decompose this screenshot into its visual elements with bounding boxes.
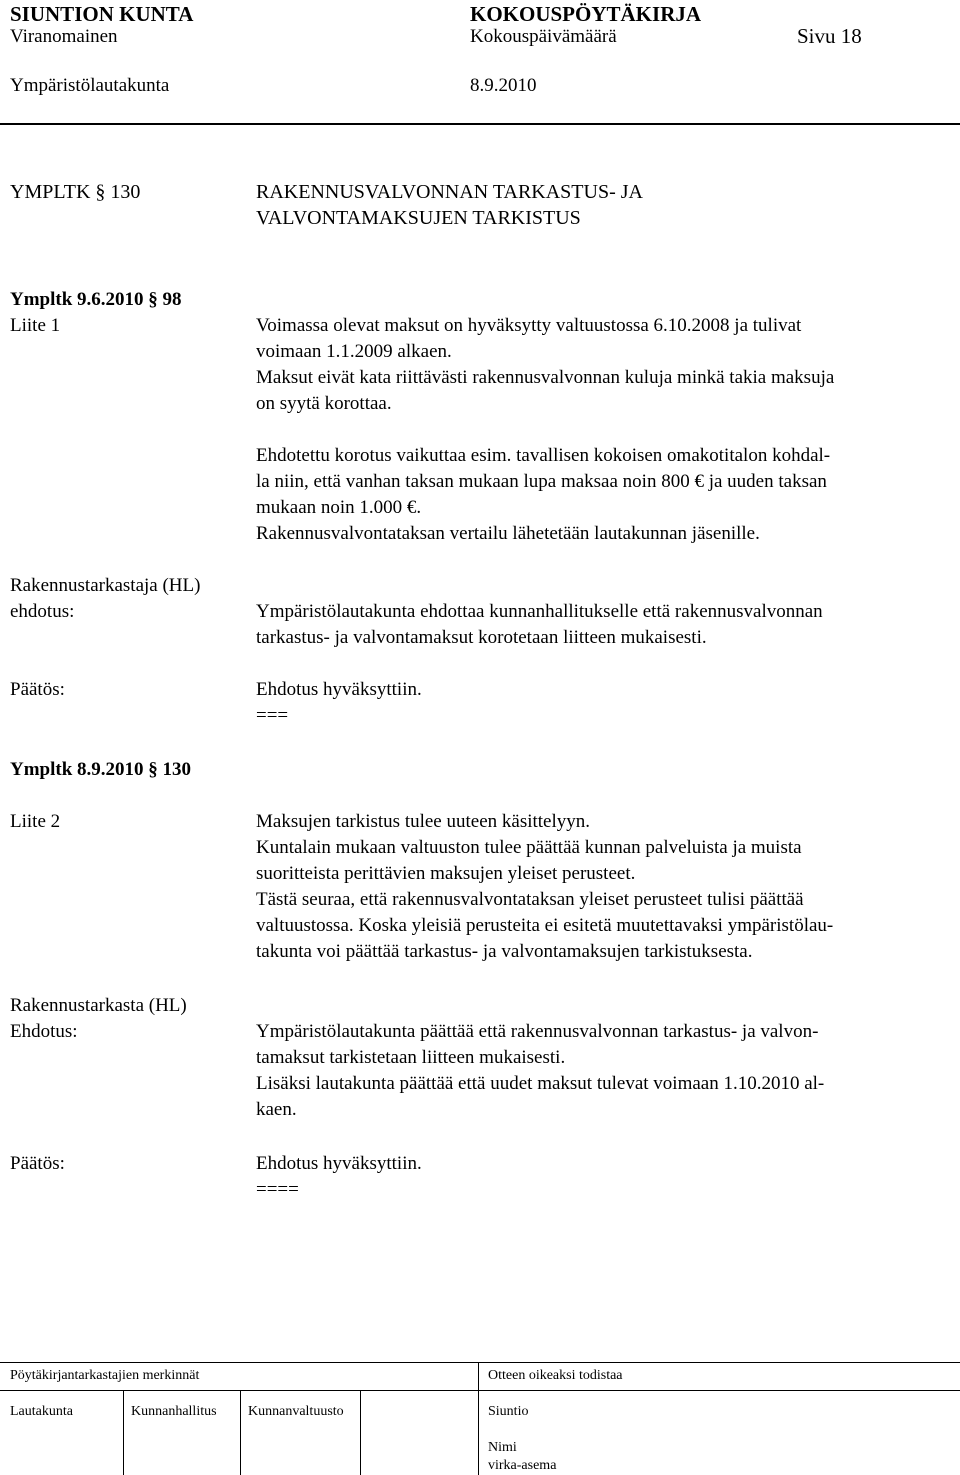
footer-divider — [478, 1362, 479, 1475]
current-body-line: valtuustossa. Koska yleisiä perusteita ei esitetä muutettavaksi ympäristölau- — [256, 915, 834, 936]
prev-meeting-ref: Ympltk 9.6.2010 § 98 — [10, 289, 182, 310]
current-end-mark: ==== — [256, 1179, 299, 1200]
current-body-line: takunta voi päättää tarkastus- ja valvontamaksujen tarkistuksesta. — [256, 941, 753, 962]
footer-col-board: Lautakunta — [10, 1404, 73, 1419]
prev-body-line: Voimassa olevat maksut on hyväksytty valtuustossa 6.10.2008 ja tulivat — [256, 315, 802, 336]
footer-place: Siuntio — [488, 1404, 529, 1419]
authority-label: Viranomainen — [10, 26, 118, 47]
current-proposal-label: Ehdotus: — [10, 1021, 78, 1042]
prev-proposal-line: Ympäristölautakunta ehdottaa kunnanhallitukselle että rakennusvalvonnan — [256, 601, 823, 622]
footer-name-label: Nimi — [488, 1440, 517, 1455]
current-body-line: Maksujen tarkistus tulee uuteen käsittelyyn. — [256, 811, 591, 832]
current-attachment: Liite 2 — [10, 811, 61, 832]
footer-col-rule — [123, 1390, 124, 1475]
current-body-line: Tästä seuraa, että rakennusvalvontataksan yleiset perusteet tulisi päättää — [256, 889, 804, 910]
prev-body-line: Maksut eivät kata riittävästi rakennusvalvonnan kuluja minkä takia maksuja — [256, 367, 835, 388]
current-decision: Ehdotus hyväksyttiin. — [256, 1153, 422, 1174]
prev-decision: Ehdotus hyväksyttiin. — [256, 679, 422, 700]
certified-label: Otteen oikeaksi todistaa — [488, 1368, 623, 1383]
meeting-date-label: Kokouspäivämäärä — [470, 26, 617, 47]
footer-col-executive: Kunnanhallitus — [131, 1404, 217, 1419]
current-proposer: Rakennustarkasta (HL) — [10, 995, 187, 1016]
footer-col-rule — [360, 1390, 361, 1475]
prev-body-line: on syytä korottaa. — [256, 393, 392, 414]
prev-body2-line: la niin, että vanhan taksan mukaan lupa maksaa noin 800 € ja uuden taksan — [256, 471, 827, 492]
prev-proposal-label: ehdotus: — [10, 601, 75, 622]
current-body-line: suoritteista perittävien maksujen yleiset perusteet. — [256, 863, 636, 884]
current-proposal-line: tamaksut tarkistetaan liitteen mukaisesti. — [256, 1047, 566, 1068]
prev-body-line: voimaan 1.1.2009 alkaen. — [256, 341, 452, 362]
current-decision-label: Päätös: — [10, 1153, 65, 1174]
header-divider — [0, 123, 960, 125]
prev-body2-line: Rakennusvalvontataksan vertailu lähetetään lautakunnan jäsenille. — [256, 523, 760, 544]
section-title-line1: RAKENNUSVALVONNAN TARKASTUS- JA — [256, 181, 643, 203]
org-name: SIUNTION KUNTA — [10, 2, 194, 26]
section-id: YMPLTK § 130 — [10, 181, 141, 203]
signatures-label: Pöytäkirjantarkastajien merkinnät — [10, 1368, 200, 1383]
prev-body2-line: mukaan noin 1.000 €. — [256, 497, 422, 518]
prev-decision-label: Päätös: — [10, 679, 65, 700]
page-number: Sivu 18 — [797, 24, 862, 48]
prev-proposer: Rakennustarkastaja (HL) — [10, 575, 201, 596]
prev-attachment: Liite 1 — [10, 315, 61, 336]
footer-col-council: Kunnanvaltuusto — [248, 1404, 344, 1419]
footer-mid-rule — [0, 1390, 960, 1391]
prev-body2-line: Ehdotettu korotus vaikuttaa esim. tavallisen kokoisen omakotitalon kohdal- — [256, 445, 831, 466]
document-type: KOKOUSPÖYTÄKIRJA — [470, 2, 702, 26]
current-proposal-line: Ympäristölautakunta päättää että rakennusvalvonnan tarkastus- ja valvon- — [256, 1021, 819, 1042]
current-proposal-line: Lisäksi lautakunta päättää että uudet maksut tulevat voimaan 1.10.2010 al- — [256, 1073, 825, 1094]
meeting-date: 8.9.2010 — [470, 75, 537, 96]
current-meeting-ref: Ympltk 8.9.2010 § 130 — [10, 759, 192, 780]
footer-col-rule — [240, 1390, 241, 1475]
footer-top-rule — [0, 1362, 960, 1363]
current-proposal-line: kaen. — [256, 1099, 297, 1120]
footer-position-label: virka-asema — [488, 1458, 557, 1473]
prev-end-mark: === — [256, 705, 289, 726]
authority-name: Ympäristölautakunta — [10, 75, 170, 96]
current-body-line: Kuntalain mukaan valtuuston tulee päättää kunnan palveluista ja muista — [256, 837, 802, 858]
prev-proposal-line: tarkastus- ja valvontamaksut korotetaan liitteen mukaisesti. — [256, 627, 707, 648]
section-title-line2: VALVONTAMAKSUJEN TARKISTUS — [256, 207, 581, 229]
